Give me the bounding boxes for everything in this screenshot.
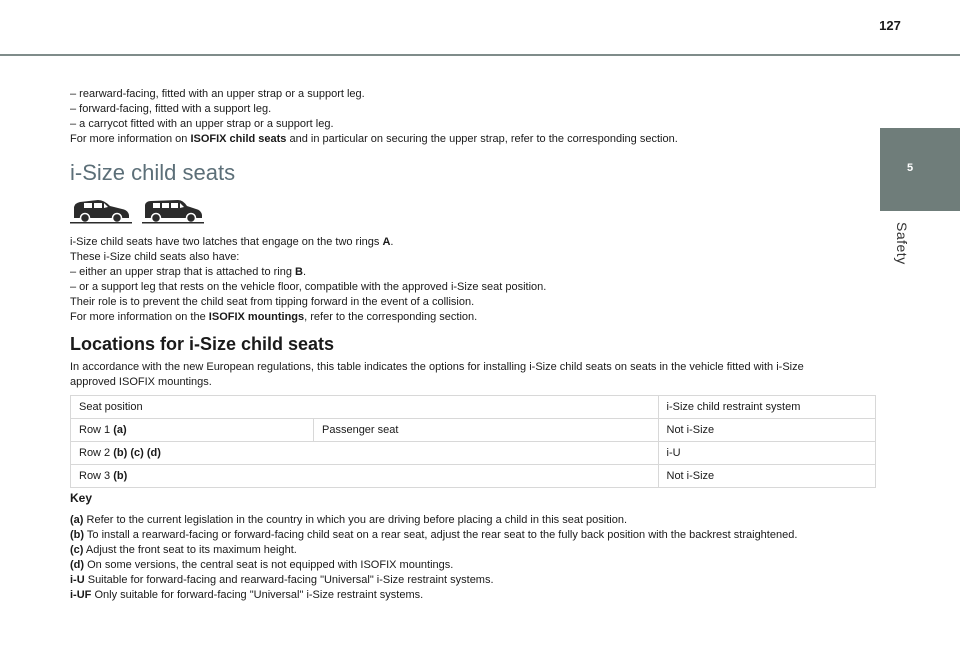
key-title: Key: [70, 491, 93, 505]
intro-block: [70, 87, 876, 147]
table-header-row: [71, 396, 876, 419]
bold-term: A: [382, 236, 391, 248]
value-cell: Not i-Size: [658, 465, 876, 488]
locations-description: [70, 360, 870, 390]
row-label: Row 2: [79, 446, 114, 459]
intro-line: – rearward-facing, fitted with an upper strap or a support leg.: [70, 88, 365, 100]
row-ref: (a): [113, 423, 127, 436]
key-item: [70, 543, 797, 558]
key-item: [70, 558, 797, 573]
key-item: [70, 513, 797, 528]
isize-description: [70, 235, 546, 325]
key-term: i-U: [70, 574, 85, 586]
value-cell: i-U: [658, 442, 876, 465]
key-text: Suitable for forward-facing and rearward-facing "Universal" i-Size restraint systems.: [84, 574, 494, 586]
key-text: Only suitable for forward-facing "Universal" i-Size restraint systems.: [91, 589, 424, 601]
key-term: i-UF: [70, 589, 92, 601]
key-text: Refer to the current legislation in the country in which you are driving before placing a child in this seat position.: [83, 514, 628, 526]
row-ref: (b) (c) (d): [113, 446, 161, 459]
intro-line: – a carrycot fitted with an upper strap or a support leg.: [70, 118, 334, 130]
key-term: (b): [70, 529, 85, 541]
text-line: [70, 265, 546, 280]
key-list: [70, 513, 797, 603]
header-cell-position: Seat position: [71, 396, 659, 419]
text-line: approved ISOFIX mountings.: [70, 376, 212, 388]
row-label: Row 3: [79, 469, 114, 482]
vehicle-icons: [70, 197, 204, 225]
chapter-tab[interactable]: [880, 128, 960, 211]
seat-cell: Passenger seat: [314, 419, 659, 442]
key-text: Adjust the front seat to its maximum height.: [83, 544, 297, 556]
key-text: To install a rearward-facing or forward-facing child seat on a rear seat, adjust the rear seat to the fully back position with the backrest straightened.: [84, 529, 798, 541]
key-text: On some versions, the central seat is not equipped with ISOFIX mountings.: [84, 559, 454, 571]
text-run: i-Size child seats have two latches that engage on the two rings: [70, 236, 383, 248]
key-item: [70, 528, 797, 543]
table-row: [71, 442, 876, 465]
table-row: [71, 465, 876, 488]
section-title-isize: i-Size child seats: [70, 160, 236, 185]
text-line: [70, 235, 546, 250]
text-run: .: [390, 236, 394, 248]
van-short-icon: [70, 197, 132, 225]
text-run: , refer to the corresponding section.: [304, 311, 478, 323]
intro-line: [70, 132, 876, 147]
row-label-cell: [71, 465, 659, 488]
section-title-locations: Locations for i-Size child seats: [70, 334, 335, 354]
header-cell-system: i-Size child restraint system: [658, 396, 876, 419]
text-run: For more information on the: [70, 311, 209, 323]
bold-term: B: [295, 266, 303, 278]
header-rule: [0, 54, 960, 56]
key-term: (c): [70, 544, 84, 556]
text-run: – either an upper strap that is attached to ring: [70, 266, 296, 278]
key-item: [70, 573, 797, 588]
chapter-label: Safety: [894, 222, 910, 265]
text-run: and in particular on securing the upper strap, refer to the corresponding section.: [286, 133, 678, 145]
table-row: [71, 419, 876, 442]
key-item: [70, 588, 797, 603]
row-ref: (b): [113, 469, 128, 482]
key-term: (a): [70, 514, 84, 526]
isize-locations-table: [70, 395, 876, 488]
page-number: 127: [879, 18, 901, 33]
row-label-cell: [71, 419, 314, 442]
row-label: Row 1: [79, 423, 114, 436]
row-label-cell: [71, 442, 659, 465]
key-term: (d): [70, 559, 85, 571]
text-line: – or a support leg that rests on the vehicle floor, compatible with the approved i-Size seat position.: [70, 281, 547, 293]
text-line: In accordance with the new European regulations, this table indicates the options for installing i-Size child seats on seats in the vehicle fitted with i-Size: [70, 361, 804, 373]
text-line: These i-Size child seats also have:: [70, 251, 240, 263]
bold-link-term: ISOFIX child seats: [190, 133, 287, 145]
value-cell: Not i-Size: [658, 419, 876, 442]
text-run: .: [302, 266, 307, 278]
chapter-number: 5: [906, 162, 914, 174]
text-line: [70, 310, 546, 325]
bold-link-term: ISOFIX mountings: [208, 311, 305, 323]
intro-line: – forward-facing, fitted with a support leg.: [70, 103, 272, 115]
text-run: For more information on: [70, 133, 191, 145]
van-long-icon: [142, 197, 204, 225]
text-line: Their role is to prevent the child seat from tipping forward in the event of a collision.: [70, 296, 475, 308]
